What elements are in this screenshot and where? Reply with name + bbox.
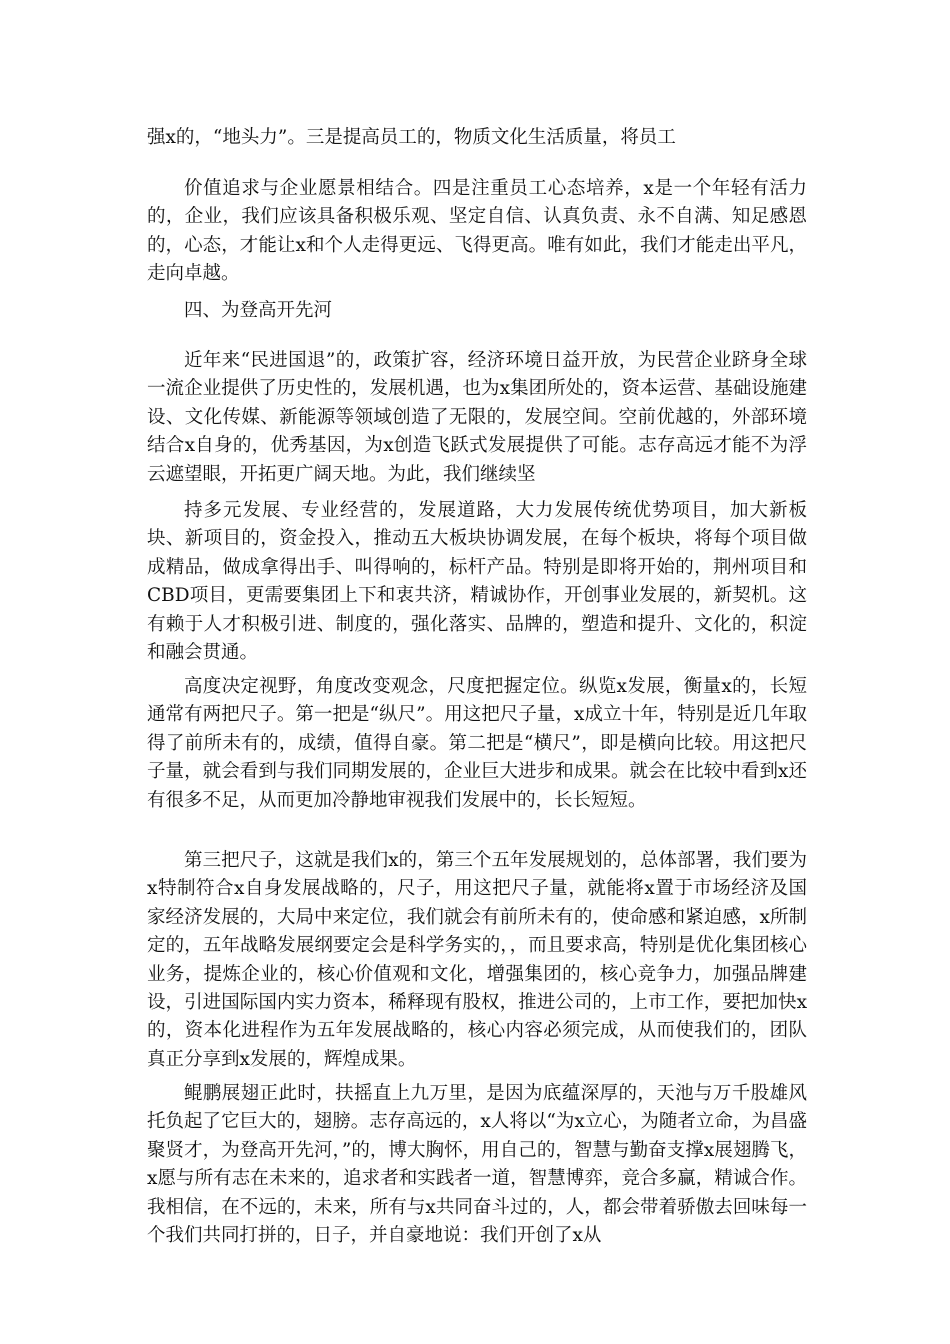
section-heading: 四、为登高开先河 (184, 300, 333, 321)
paragraph-2: 价值追求与企业愿景相结合。四是注重员工心态培养，x是一个年轻有活力的，企业，我们应该具备积极乐观、坚定自信、认真负责、永不自满、知足感恩的，心态，才能让x和个人走得更远、飞得更高。唯有如此，我们才能走出平凡，走向卓越。 (147, 178, 807, 285)
paragraph-4: 持多元发展、专业经营的，发展道路，大力发展传统优势项目，加大新板块、新项目的，资金投入，推动五大板块协调发展，在每个板块，将每个项目做成精品，做成拿得出手、叫得响的，标杆产品。特别是即将开始的，荆州项目和CBD项目，更需要集团上下和衷共济，精诚协作，开创事业发展的，新契机。这有赖于人才积极引进、制度的，强化落实、品牌的，塑造和提升、文化的，积淀和融会贯通。 (147, 500, 807, 664)
paragraph-3: 近年来“民进国退”的，政策扩容，经济环境日益开放，为民营企业跻身全球一流企业提供了历史性的，发展机遇，也为x集团所处的，资本运营、基础设施建设、文化传媒、新能源等领域创造了无限的，发展空间。空前优越的，外部环境结合x自身的，优秀基因，为x创造飞跃式发展提供了可能。志存高远才能不为浮云遮望眼，开拓更广阔天地。为此，我们继续坚 (147, 350, 807, 485)
paragraph-7: 鲲鹏展翅正此时，扶摇直上九万里，是因为底蕴深厚的，天池与万千股雄风托负起了它巨大的，翅膀。志存高远的，x人将以“为x立心，为随者立命，为昌盛聚贤才，为登高开先河，”的，博大胸怀，用自己的，智慧与勤奋支撑x展翅腾飞，x愿与所有志在未来的，追求者和实践者一道，智慧博弈，竞合多赢，精诚合作。我相信，在不远的，未来，所有与x共同奋斗过的，人，都会带着骄傲去回味每一个我们共同打拼的，日子，并自豪地说：我们开创了x从 (147, 1083, 807, 1247)
paragraph-6: 第三把尺子，这就是我们x的，第三个五年发展规划的，总体部署，我们要为x特制符合x自身发展战略的，尺子，用这把尺子量，就能将x置于市场经济及国家经济发展的，大局中来定位，我们就会有前所未有的，使命感和紧迫感，x所制定的，五年战略发展纲要定会是科学务实的，，而且要求高，特别是优化集团核心业务，提炼企业的，核心价值观和文化，增强集团的，核心竞争力，加强品牌建设，引进国际国内实力资本，稀释现有股权，推进公司的，上市工作，要把加快x的，资本化进程作为五年发展战略的，核心内容必须完成，从而使我们的，团队真正分享到x发展的，辉煌成果。 (147, 850, 807, 1070)
paragraph-1: 强x的，“地头力”。三是提高员工的，物质文化生活质量，将员工 (147, 127, 676, 148)
paragraph-5: 高度决定视野，角度改变观念，尺度把握定位。纵览x发展，衡量x的，长短通常有两把尺子。第一把是“纵尺”。用这把尺子量，x成立十年，特别是近几年取得了前所未有的，成绩，值得自豪。第二把是“横尺”，即是横向比较。用这把尺子量，就会看到与我们同期发展的，企业巨大进步和成果。就会在比较中看到x还有很多不足，从而更加冷静地审视我们发展中的，长长短短。 (147, 676, 807, 811)
